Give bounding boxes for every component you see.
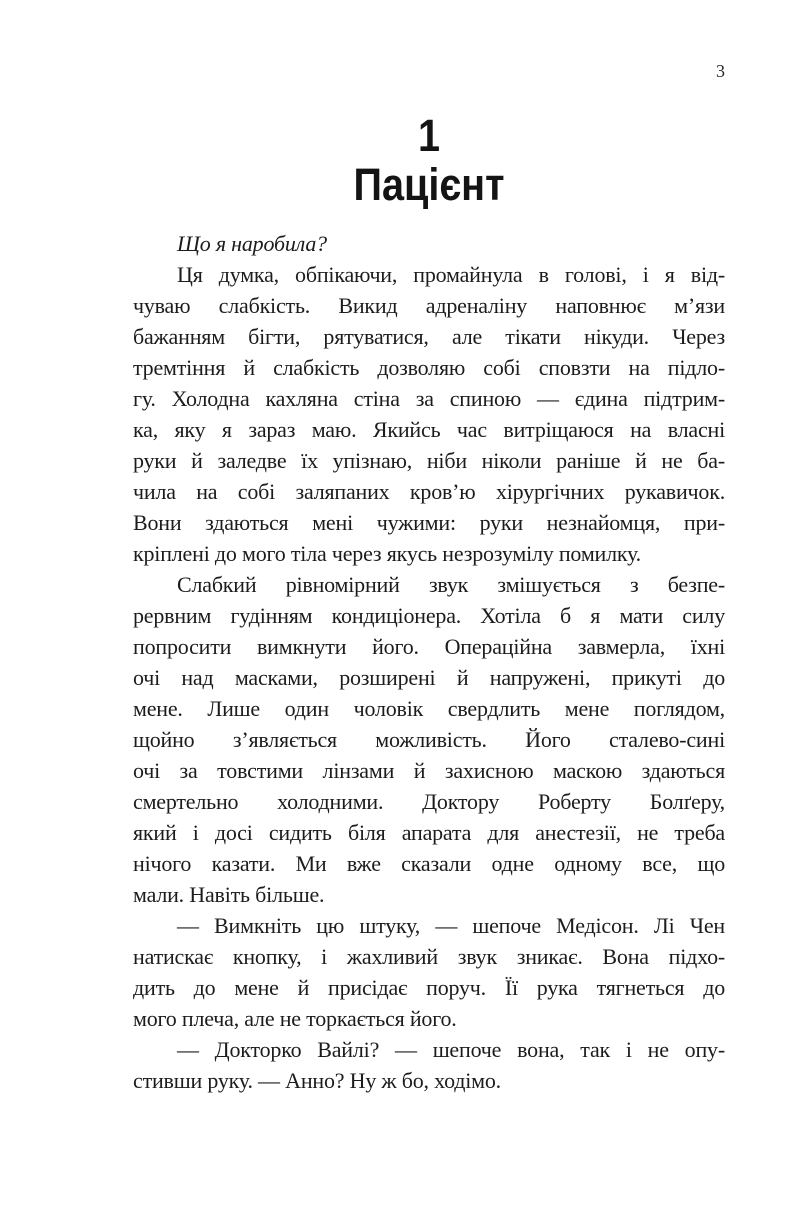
text-line: очі за товстими лінзами й захисною маскою здаються [133,758,725,783]
chapter-title: Пацієнт [353,159,505,210]
text-line: ка, яку я зараз маю. Якийсь час витріщаюся на власні [133,417,725,442]
text-line: гу. Холодна кахляна стіна за спиною — єдина підтрим- [133,386,725,411]
text-line: — Вимкніть цю штуку, — шепоче Медісон. Лі Чен [177,913,725,938]
text-line: мене. Лише один чоловік свердлить мене поглядом, [133,696,725,721]
text-line: мого плеча, але не торкається його. [133,1006,457,1031]
text-line: Що я наробила? [177,231,327,256]
chapter-number: 1 [417,110,441,161]
paragraph [133,910,725,1034]
text-line: смертельно холодними. Доктору Роберту Болґеру, [133,789,725,814]
paragraph [133,259,725,569]
text-line: дить до мене й присідає поруч. Її рука тягнеться до [133,975,725,1000]
paragraph [133,569,725,910]
text-line: рервним гудінням кондиціонера. Хотіла б я мати силу [133,603,725,628]
paragraph [133,1034,725,1096]
text-line: нічого казати. Ми вже сказали одне одному все, що [133,851,725,876]
chapter-heading [133,112,725,210]
text-line: стивши руку. — Анно? Ну ж бо, ходімо. [133,1068,501,1093]
text-line: руки й заледве їх упізнаю, ніби ніколи раніше й не ба- [133,448,725,473]
page-text [133,228,725,1096]
text-line: Вони здаються мені чужими: руки незнайомця, при- [133,510,725,535]
text-line: щойно з’являється можливість. Його сталево-сині [133,727,725,752]
text-line: очі над масками, розширені й напружені, прикуті до [133,665,725,690]
text-line: кріплені до мого тіла через якусь незрозумілу помилку. [133,541,641,566]
text-line: попросити вимкнути його. Операційна завмерла, їхні [133,634,725,659]
text-line: який і досі сидить біля апарата для анестезії, не треба [133,820,725,845]
text-line: натискає кнопку, і жахливий звук зникає. Вона підхо- [133,944,725,969]
text-line: Слабкий рівномірний звук змішується з безпе- [177,572,725,597]
text-line: — Докторко Вайлі? — шепоче вона, так і не опу- [177,1037,725,1062]
text-line: мали. Навіть більше. [133,882,325,907]
page-number: 3 [716,61,725,81]
text-line: Ця думка, обпікаючи, промайнула в голові, і я від- [177,262,725,287]
text-line: чуваю слабкість. Викид адреналіну наповнює м’язи [133,293,725,318]
text-line: тремтіння й слабкість дозволяю собі сповзти на підло- [133,355,725,380]
text-line: чила на собі заляпаних кров’ю хірургічних рукавичок. [133,479,725,504]
paragraph [133,228,725,259]
text-line: бажанням бігти, рятуватися, але тікати нікуди. Через [133,324,725,349]
